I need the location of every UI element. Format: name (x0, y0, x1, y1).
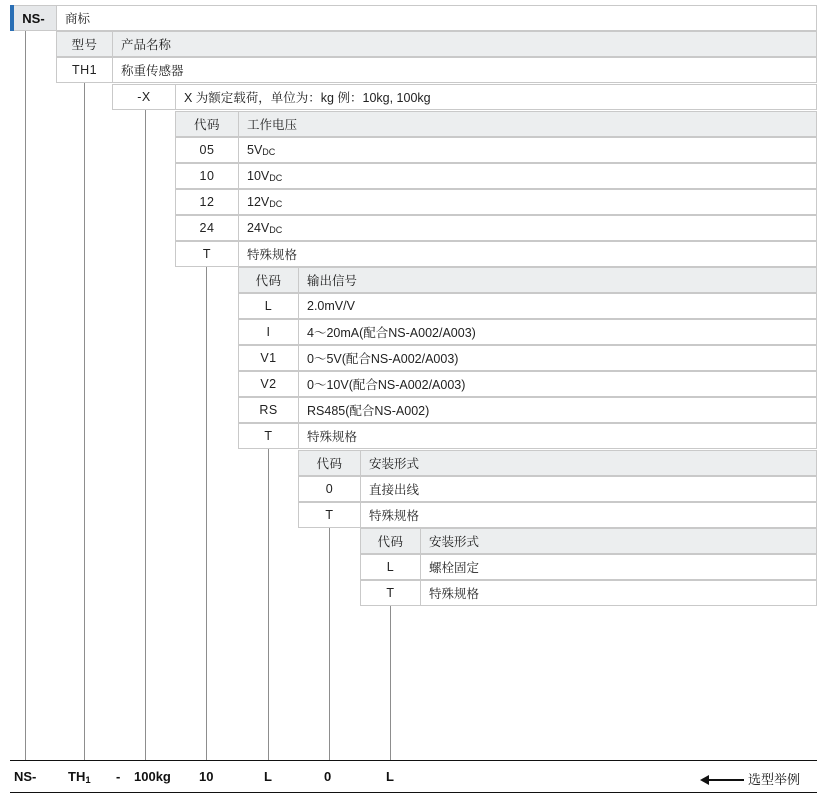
voltage-desc-12 (239, 190, 816, 214)
model-header-code: 型号 (57, 32, 113, 56)
row-mounting2-header (360, 528, 817, 554)
mounting2-desc-t: 特殊规格 (429, 587, 480, 601)
row-voltage-12 (175, 189, 817, 215)
example-item-ns: NS- (14, 769, 37, 784)
connector-line-output (268, 449, 269, 760)
mounting1-desc-0: 直接出线 (369, 483, 420, 497)
voltage-desc-10-text: 10V (247, 169, 270, 183)
mounting1-header-desc: 安装形式 (369, 457, 420, 471)
row-output-l (238, 293, 817, 319)
voltage-desc-24 (239, 216, 816, 240)
connector-line-model (84, 83, 85, 760)
row-capacity (112, 84, 817, 110)
connector-line-voltage (206, 267, 207, 760)
row-output-v1 (238, 345, 817, 371)
output-desc-v1: 0～5V(配合NS-A002/A003) (307, 352, 459, 366)
voltage-desc-24-sub: DC (269, 225, 283, 235)
row-model-th1 (56, 57, 817, 83)
example-item-dash: - (116, 769, 121, 784)
voltage-desc-24-text: 24V (247, 221, 270, 235)
row-mounting1-0 (298, 476, 817, 502)
voltage-desc-05-text: 5V (247, 143, 263, 157)
output-desc-l: 2.0mV/V (307, 299, 355, 313)
mounting2-header-desc: 安装形式 (429, 535, 480, 549)
row-output-header (238, 267, 817, 293)
voltage-desc-10 (239, 164, 816, 188)
voltage-code-10: 10 (176, 164, 239, 188)
voltage-desc-10-sub: DC (269, 173, 283, 183)
model-code: TH1 (57, 58, 113, 82)
voltage-code-t: T (176, 242, 239, 266)
voltage-code-05: 05 (176, 138, 239, 162)
row-output-v2 (238, 371, 817, 397)
mounting2-desc-l: 螺栓固定 (429, 561, 480, 575)
row-output-t (238, 423, 817, 449)
example-item-capacity: 100kg (134, 769, 171, 784)
brand-description: 商标 (65, 12, 91, 26)
mounting1-desc-t: 特殊规格 (369, 509, 420, 523)
mounting1-header-code: 代码 (299, 451, 361, 475)
model-header-desc: 产品名称 (121, 38, 172, 52)
output-desc-v2: 0～10V(配合NS-A002/A003) (307, 378, 466, 392)
example-note-label: 选型举例 (748, 772, 801, 787)
row-voltage-05 (175, 137, 817, 163)
output-code-v2: V2 (239, 372, 299, 396)
example-item-output: L (264, 769, 272, 784)
row-voltage-header (175, 111, 817, 137)
model-desc: 称重传感器 (121, 64, 184, 78)
output-code-i: I (239, 320, 299, 344)
mounting2-header-code: 代码 (361, 529, 421, 553)
row-output-rs (238, 397, 817, 423)
output-code-t: T (239, 424, 299, 448)
mounting2-code-l: L (361, 555, 421, 579)
capacity-code: -X (113, 85, 176, 109)
row-mounting1-t (298, 502, 817, 528)
row-voltage-t (175, 241, 817, 267)
mounting1-code-t: T (299, 503, 361, 527)
row-model-header (56, 31, 817, 57)
example-rule-bottom (10, 792, 817, 793)
output-code-v1: V1 (239, 346, 299, 370)
capacity-desc: X 为额定载荷，单位为：kg 例：10kg, 100kg (184, 91, 431, 105)
mounting2-code-t: T (361, 581, 421, 605)
row-mounting2-t (360, 580, 817, 606)
output-desc-rs: RS485(配合NS-A002) (307, 404, 430, 418)
voltage-desc-05-sub: DC (262, 147, 276, 157)
output-desc-i: 4～20mA(配合NS-A002/A003) (307, 326, 476, 340)
connector-line-mounting2 (390, 606, 391, 760)
output-header-code: 代码 (239, 268, 299, 292)
example-item-model-sub: 1 (85, 775, 91, 786)
voltage-header-desc: 工作电压 (247, 118, 298, 132)
voltage-desc-12-text: 12V (247, 195, 270, 209)
example-item-mounting1: 0 (324, 769, 332, 784)
ns-accent-bar (10, 5, 14, 31)
output-code-rs: RS (239, 398, 299, 422)
connector-line-mounting1 (329, 528, 330, 760)
voltage-desc-05 (239, 138, 816, 162)
example-item-voltage: 10 (199, 769, 214, 784)
row-voltage-24 (175, 215, 817, 241)
arrow-line-shape (708, 779, 744, 781)
ns-code-label: NS- (22, 10, 45, 26)
voltage-desc-t: 特殊规格 (247, 248, 298, 262)
output-header-desc: 输出信号 (307, 274, 358, 288)
example-rule-top (10, 760, 817, 761)
example-arrow-icon (700, 775, 744, 785)
example-item-model: TH1 (68, 769, 91, 786)
connector-line-capacity (145, 110, 146, 760)
connector-line-ns (25, 31, 26, 760)
output-desc-t: 特殊规格 (307, 430, 358, 444)
ns-code-cell (10, 5, 56, 31)
voltage-code-12: 12 (176, 190, 239, 214)
example-item-mounting2: L (386, 769, 394, 784)
mounting1-code-0: 0 (299, 477, 361, 501)
row-output-i (238, 319, 817, 345)
row-brand (56, 5, 817, 31)
voltage-header-code: 代码 (176, 112, 239, 136)
row-mounting2-l (360, 554, 817, 580)
output-code-l: L (239, 294, 299, 318)
voltage-code-24: 24 (176, 216, 239, 240)
voltage-desc-12-sub: DC (269, 199, 283, 209)
row-mounting1-header (298, 450, 817, 476)
row-voltage-10 (175, 163, 817, 189)
